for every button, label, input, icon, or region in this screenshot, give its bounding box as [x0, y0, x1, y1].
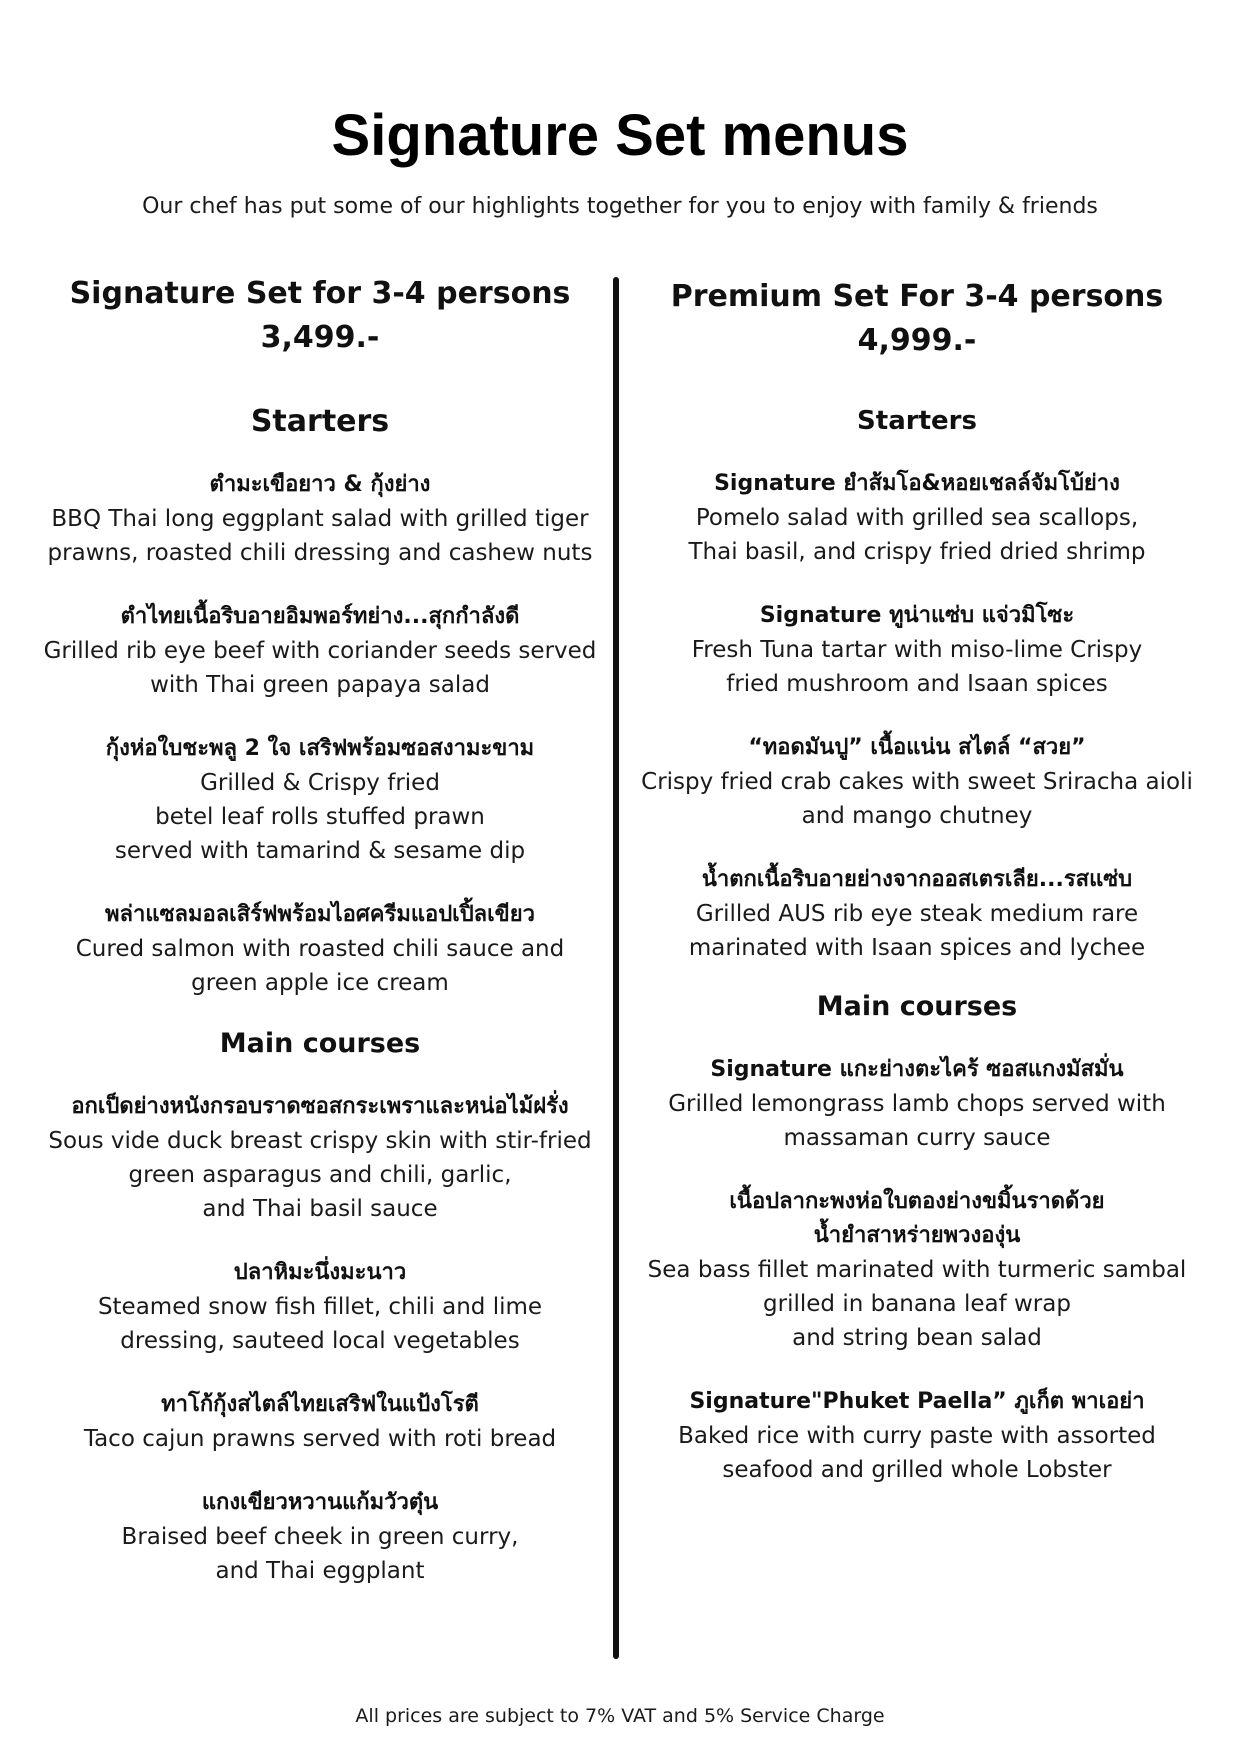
set-price: 3,499.- — [260, 320, 380, 355]
page-title: Signature Set menus — [331, 103, 909, 168]
column-divider — [613, 277, 619, 1659]
starters-heading: Starters — [857, 406, 977, 436]
menu-item — [634, 731, 1200, 833]
item-description: Crispy fried crab cakes with sweet Sriracha aioli and mango chutney — [641, 769, 1193, 829]
item-name: ปลาหิมะนึ่งมะนาว — [233, 1260, 407, 1285]
item-name: ตำมะเขือยาว & กุ้งย่าง — [209, 472, 431, 497]
menu-item — [30, 600, 610, 702]
menu-item — [30, 468, 610, 570]
starters-heading: Starters — [250, 404, 390, 439]
menu-item — [30, 1090, 610, 1226]
item-name: เนื้อปลากะพงห่อใบตองย่างขมิ้นราดด้วย น้ำยำสาหร่ายพวงองุ่น — [729, 1189, 1105, 1248]
item-description: Grilled lemongrass lamb chops served with massaman curry sauce — [668, 1091, 1166, 1151]
item-description: Sea bass fillet marinated with turmeric sambal grilled in banana leaf wrap and string bean salad — [647, 1257, 1187, 1351]
item-description: Pomelo salad with grilled sea scallops, Thai basil, and crispy fried dried shrimp — [688, 505, 1146, 565]
menu-item — [634, 1385, 1200, 1487]
main-courses-heading: Main courses — [219, 1028, 421, 1059]
set-price: 4,999.- — [857, 323, 977, 358]
starters-list — [30, 468, 610, 1000]
item-description: Cured salmon with roasted chili sauce and green apple ice cream — [75, 936, 565, 996]
menu-item — [30, 732, 610, 868]
signature-set-column — [30, 272, 610, 1588]
menu-item — [30, 1388, 610, 1456]
item-name: Signature"Phuket Paella” ภูเก็ต พาเอย่า — [689, 1389, 1145, 1414]
set-title: Premium Set For 3-4 persons — [670, 279, 1164, 314]
item-description: Grilled AUS rib eye steak medium rare marinated with Isaan spices and lychee — [688, 901, 1146, 961]
menu-item — [30, 1486, 610, 1588]
menu-item — [30, 898, 610, 1000]
set-title: Signature Set for 3-4 persons — [69, 276, 571, 311]
main-courses-list — [30, 1090, 610, 1588]
item-description: BBQ Thai long eggplant salad with grilled tiger prawns, roasted chili dressing and cashew nuts — [47, 506, 593, 566]
item-name: อกเป็ดย่างหนังกรอบราดซอสกระเพราและหน่อไม้ฝรั่ง — [71, 1094, 569, 1119]
item-description: Grilled & Crispy fried betel leaf rolls stuffed prawn served with tamarind & sesame dip — [114, 770, 526, 864]
item-name: ทาโก้กุ้งสไตล์ไทยเสริฟในแป้งโรตี — [161, 1392, 479, 1417]
item-name: กุ้งห่อใบชะพลู 2 ใจ เสริฟพร้อมซอสงามะขาม — [105, 736, 535, 761]
menu-item — [634, 599, 1200, 701]
page-subtitle: Our chef has put some of our highlights together for you to enjoy with family & friends — [142, 194, 1098, 219]
menu-item — [634, 1185, 1200, 1355]
item-name: Signature แกะย่างตะไคร้ ซอสแกงมัสมั่น — [710, 1057, 1124, 1082]
starters-list — [634, 467, 1200, 965]
item-description: Sous vide duck breast crispy skin with stir-fried green asparagus and chili, garlic, and Thai basil sauce — [48, 1128, 592, 1222]
menu-item — [634, 467, 1200, 569]
item-name: พล่าแซลมอลเสิร์ฟพร้อมไอศครีมแอปเปิ้ลเขียว — [105, 902, 535, 927]
main-courses-heading: Main courses — [816, 991, 1018, 1022]
main-courses-list — [634, 1053, 1200, 1487]
item-name: ตำไทยเนื้อริบอายอิมพอร์ทย่าง...สุกกำลังดี — [120, 604, 520, 629]
item-description: Grilled rib eye beef with coriander seeds served with Thai green papaya salad — [43, 638, 597, 698]
item-name: น้ำตกเนื้อริบอายย่างจากออสเตรเลีย...รสแซ่บ — [701, 867, 1133, 892]
item-description: Taco cajun prawns served with roti bread — [83, 1426, 557, 1452]
menu-item — [30, 1256, 610, 1358]
pricing-footnote: All prices are subject to 7% VAT and 5% Service Charge — [355, 1705, 885, 1727]
item-name: “ทอดมันปู” เนื้อแน่น สไตล์ “สวย” — [748, 735, 1086, 760]
premium-set-column — [634, 275, 1200, 1487]
item-description: Baked rice with curry paste with assorted seafood and grilled whole Lobster — [678, 1423, 1156, 1483]
item-description: Fresh Tuna tartar with miso-lime Crispy fried mushroom and Isaan spices — [691, 637, 1143, 697]
item-name: แกงเขียวหวานแก้มวัวตุ๋น — [201, 1490, 439, 1515]
item-description: Braised beef cheek in green curry, and Thai eggplant — [121, 1524, 519, 1584]
item-name: Signature ทูน่าแซ่บ แจ่วมิโซะ — [759, 603, 1075, 628]
menu-item — [634, 1053, 1200, 1155]
menu-item — [634, 863, 1200, 965]
item-description: Steamed snow fish fillet, chili and lime dressing, sauteed local vegetables — [97, 1294, 543, 1354]
item-name: Signature ยำส้มโอ&หอยเชลล์จัมโบ้ย่าง — [714, 471, 1120, 496]
